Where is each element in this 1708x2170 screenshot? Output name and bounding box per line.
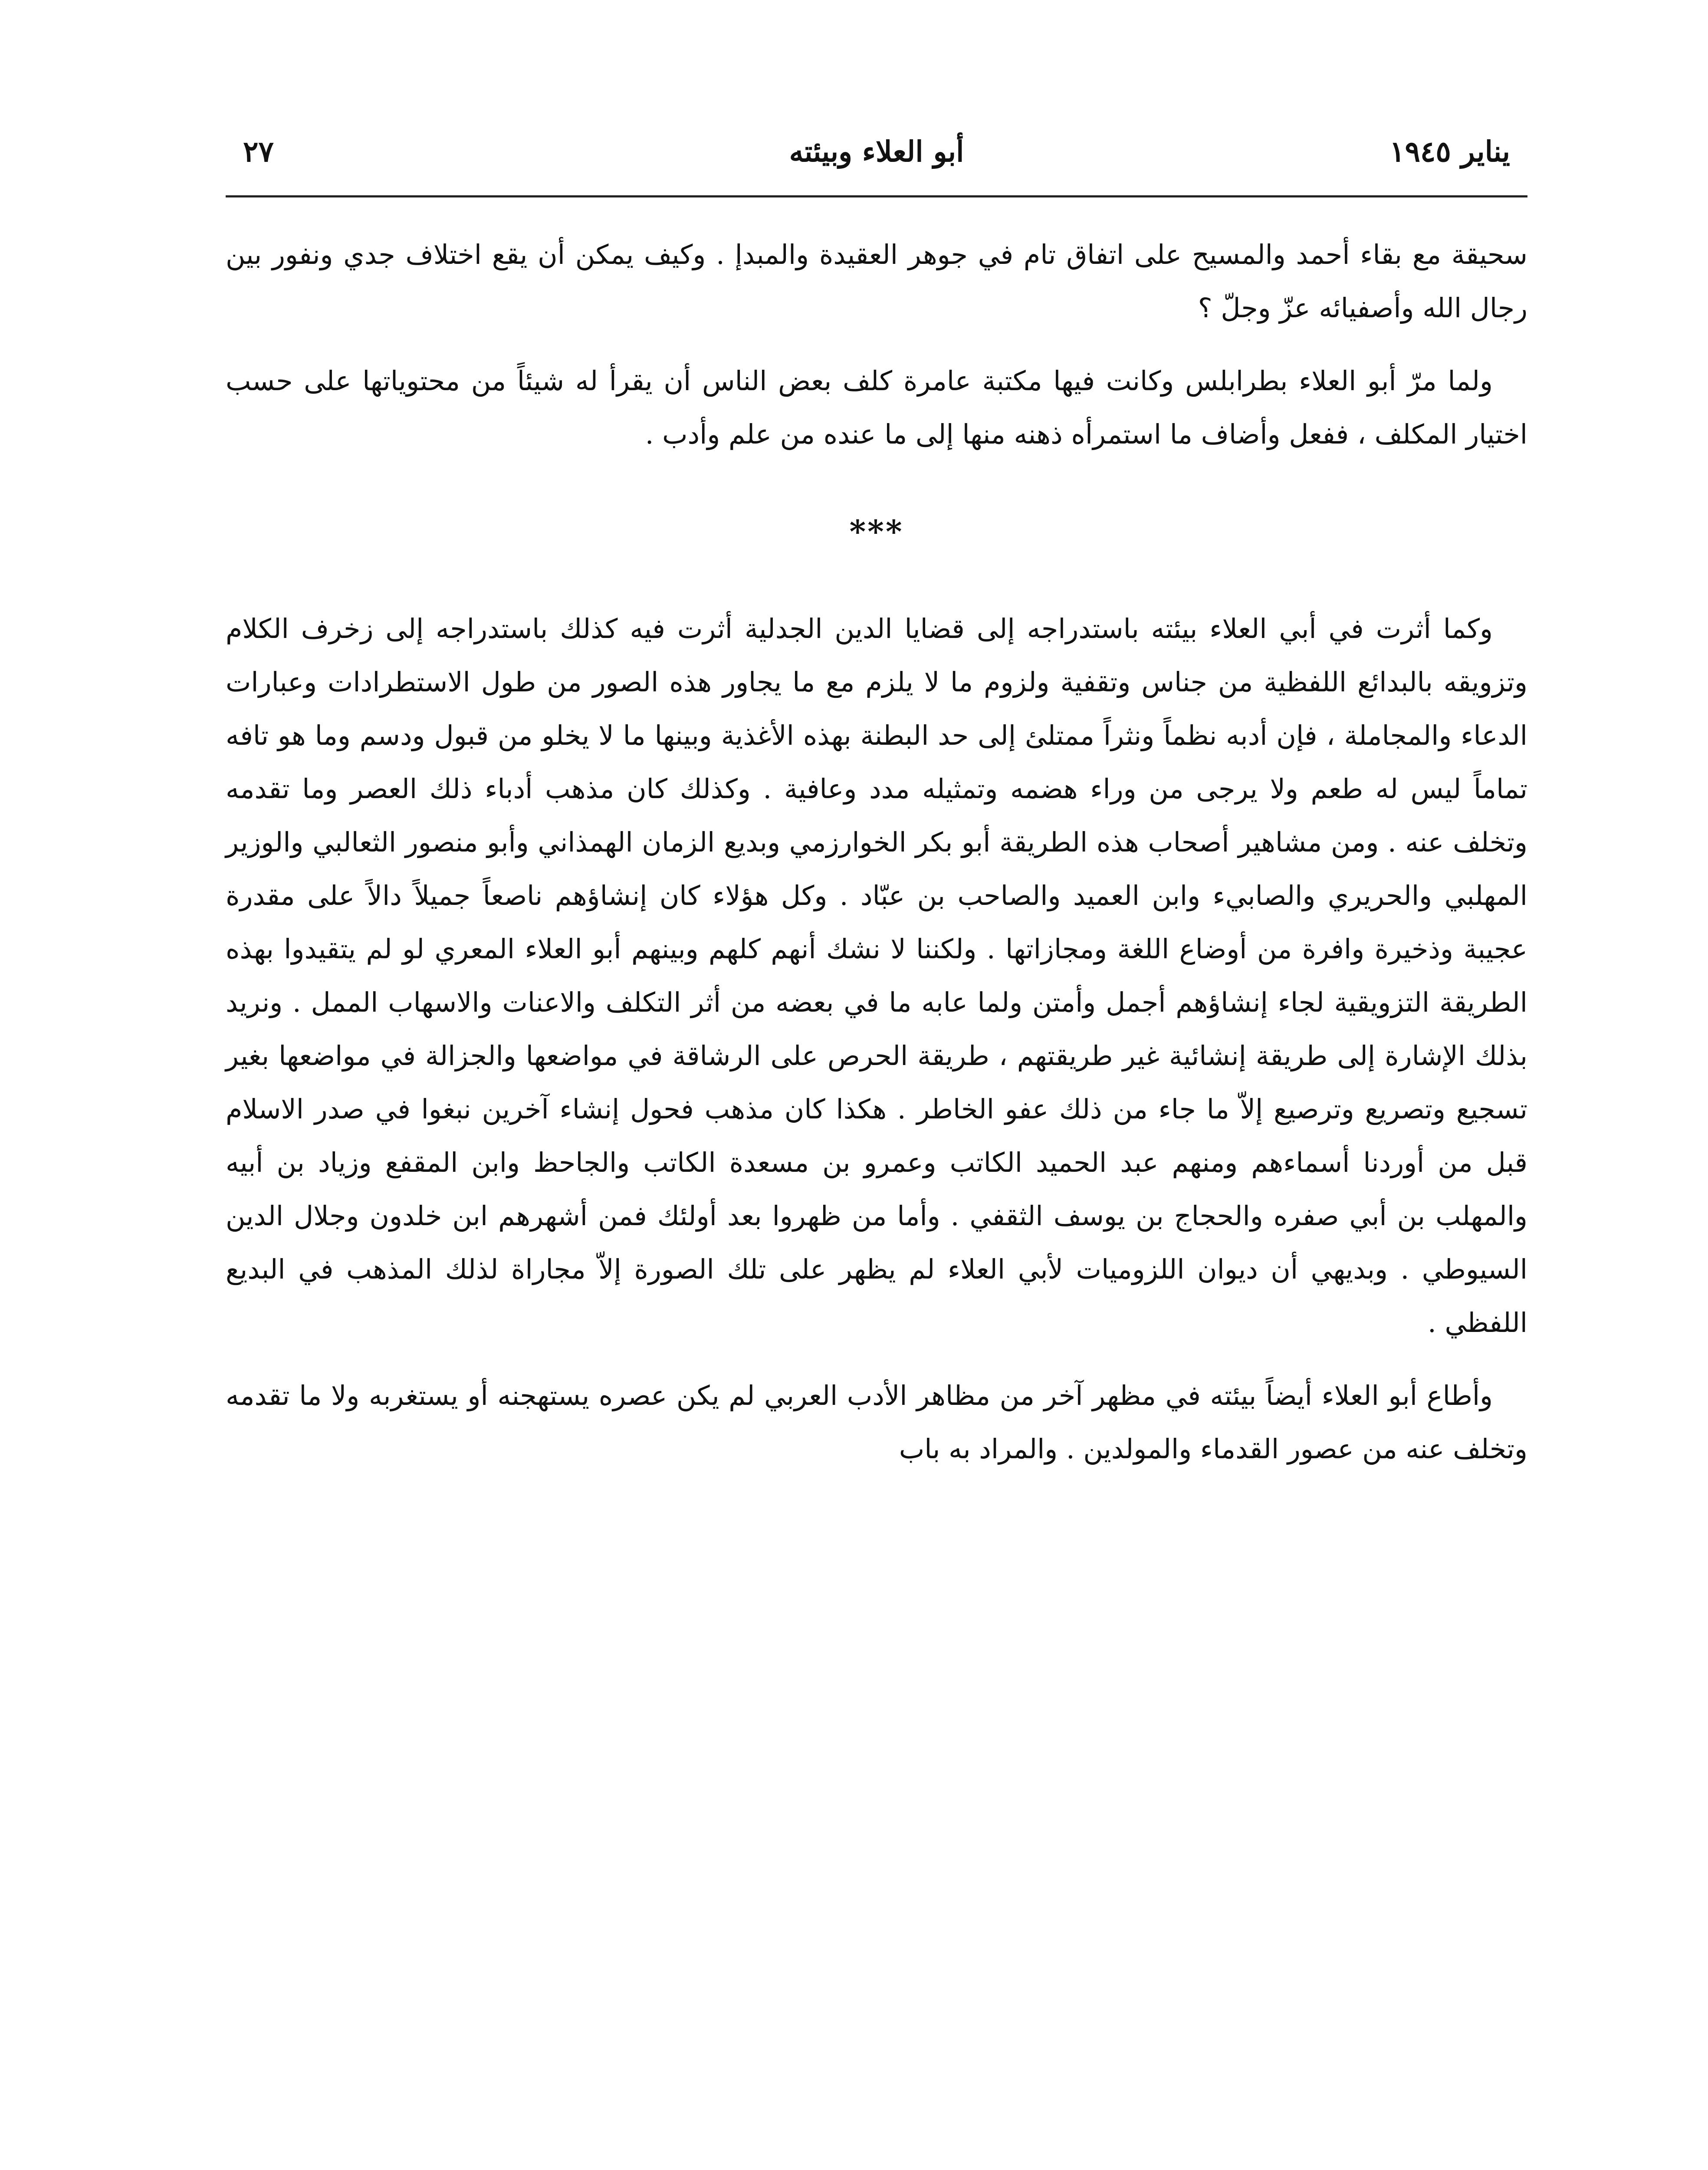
paragraph-2: ولما مرّ أبو العلاء بطرابلس وكانت فيها مكتبة عامرة كلف بعض الناس أن يقرأ له شيئاً من محتوياتها على حسب اختيار المكلف ، ففعل وأضاف ما استمرأه ذهنه منها إلى ما عنده من علم وأدب .: [226, 365, 1527, 450]
section-separator: ***: [849, 513, 904, 550]
header-rule: [226, 195, 1527, 197]
paragraph-3: وكما أثرت في أبي العلاء بيئته باستدراجه إلى قضايا الدين الجدلية أثرت فيه كذلك باستدراجه إلى زخرف الكلام وتزويقه بالبدائع اللفظية من جناس وتقفية ولزوم ما لا يلزم مع ما يجاور هذه الصور من طول الاستطرادات وعبارات الدعاء والمجاملة ، فإن أدبه نظماً ونثراً ممتلئ إلى حد البطنة بهذه الأغذية وبينها ما لا يخلو من قبول ودسم وما هو تافه تماماً ليس له طعم ولا يرجى من وراء هضمه وتمثيله مدد وعافية . وكذلك كان مذهب أدباء ذلك العصر وما تقدمه وتخلف عنه . ومن مشاهير أصحاب هذه الطريقة أبو بكر الخوارزمي وبديع الزمان الهمذاني وأبو منصور الثعالبي والوزير المهلبي والحريري والصابيء وابن العميد والصاحب بن عبّاد . وكل هؤلاء كان إنشاؤهم ناصعاً جميلاً دالاً على مقدرة عجيبة وذخيرة وافرة من أوضاع اللغة ومجازاتها . ولكننا لا نشك أنهم كلهم وبينهم أبو العلاء المعري لو لم يتقيدوا بهذه الطريقة التزويقية لجاء إنشاؤهم أجمل وأمتن ولما عابه ما في بعضه من أثر التكلف والاعنات والاسهاب الممل . ونريد بذلك الإشارة إلى طريقة إنشائية غير طريقتهم ، طريقة الحرص على الرشاقة في مواضعها والجزالة في مواضعها بغير تسجيع وتصريع وترصيع إلاّ ما جاء من ذلك عفو الخاطر . هكذا كان مذهب فحول إنشاء آخرين نبغوا في صدر الاسلام قبل من أوردنا أسماءهم ومنهم عبد الحميد الكاتب وعمرو بن مسعدة الكاتب والجاحظ وابن المقفع وزياد بن أبيه والمهلب بن أبي صفره والحجاج بن يوسف الثقفي . وأما من ظهروا بعد أولئك فمن أشهرهم ابن خلدون وجلال الدين السيوطي . وبديهي أن ديوان اللزوميات لأبي العلاء لم يظهر على تلك الصورة إلاّ مجاراة لذلك المذهب في البديع اللفظي .: [226, 613, 1527, 1338]
page-number: ٢٧: [243, 135, 274, 168]
header-title: أبو العلاء وبيئته: [789, 135, 964, 168]
header-date: يناير ١٩٤٥: [1389, 135, 1510, 168]
paragraph-4: وأطاع أبو العلاء أيضاً بيئته في مظهر آخر من مظاهر الأدب العربي لم يكن عصره يستهجنه أو يستغربه ولا ما تقدمه وتخلف عنه من عصور القدماء والمولدين . والمراد به باب: [226, 1380, 1527, 1465]
page-header: [226, 130, 1527, 187]
paragraph-1: سحيقة مع بقاء أحمد والمسيح على اتفاق تام في جوهر العقيدة والمبدإ . وكيف يمكن أن يقع اختلاف جدي ونفور بين رجال الله وأصفيائه عزّ وجلّ ؟: [226, 239, 1527, 324]
document-page: [226, 130, 1527, 1476]
